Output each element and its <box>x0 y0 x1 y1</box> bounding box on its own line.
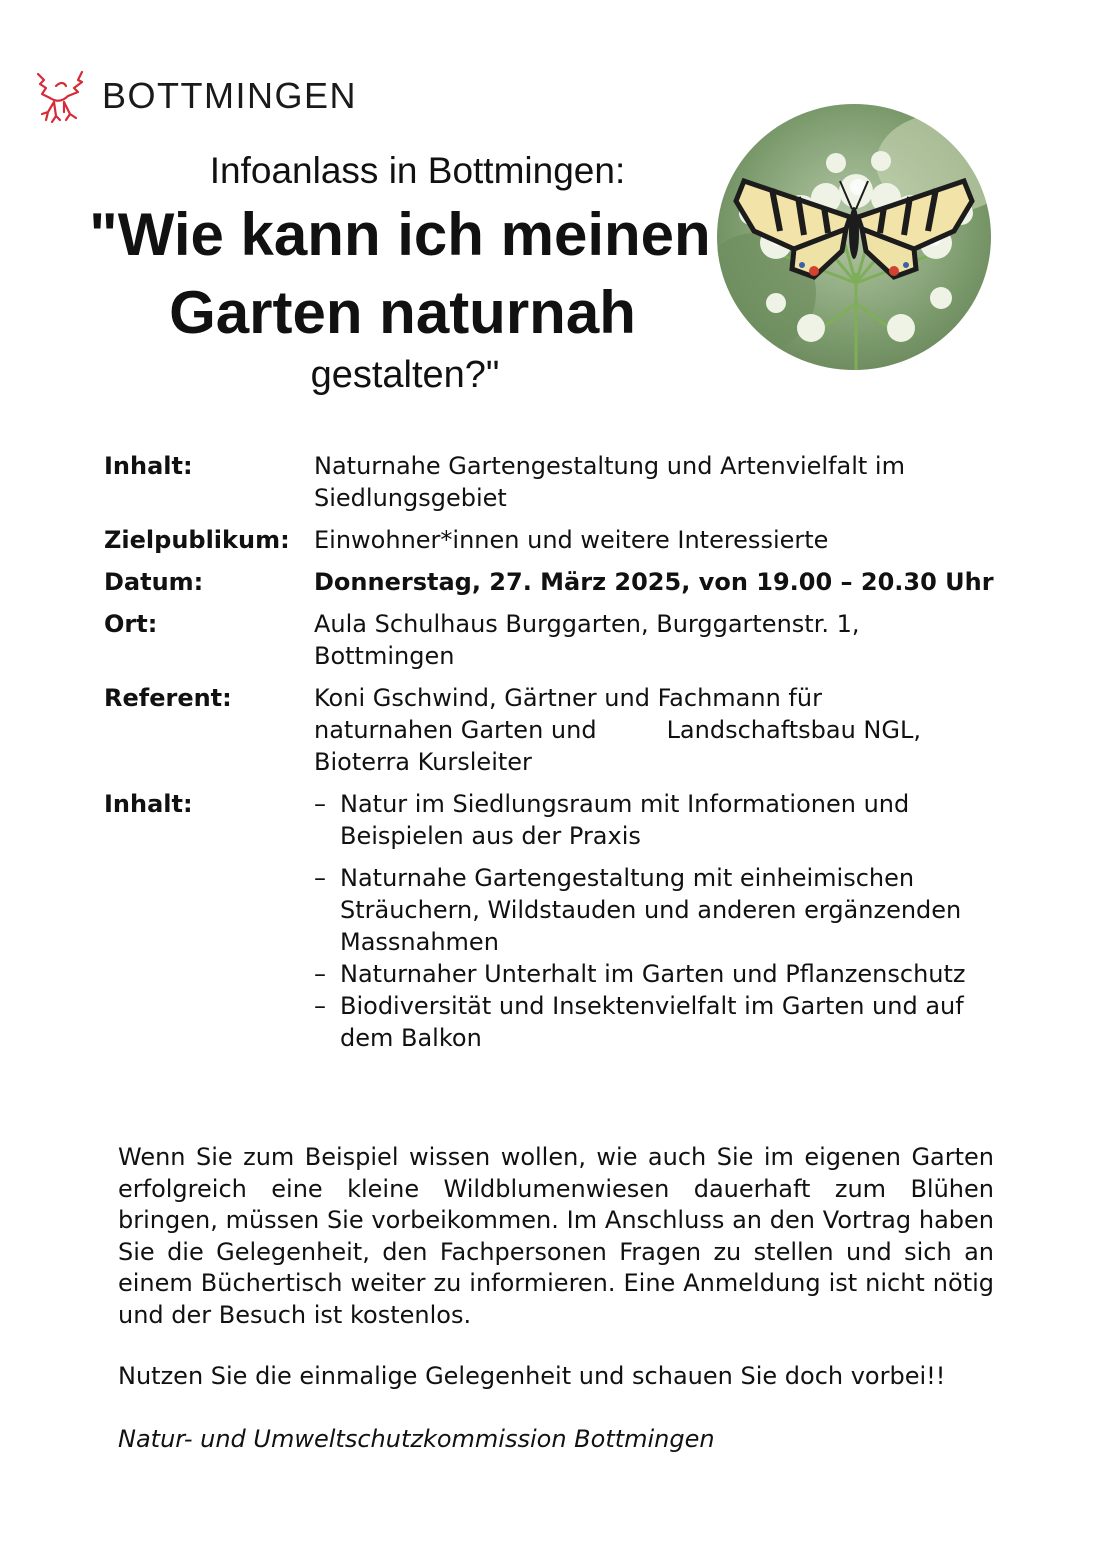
title-line-2: Garten naturnah <box>169 279 636 346</box>
description-paragraph: Wenn Sie zum Beispiel wissen wollen, wie auch Sie im eigenen Garten erfolgreich eine kleine Wildblumenwiesen dauerhaft zum Blühen bringen, müssen Sie vorbeikommen. Im Anschluss an den Vortrag haben Sie die Gelegenheit, den Fachpersonen Fragen zu stellen und sich an einem Büchertisch weiter zu informieren. Eine Anmeldung ist nicht nötig und der Besuch ist kostenlos. <box>118 1143 994 1329</box>
speaker-line-2b: Landschaftsbau NGL, <box>666 716 921 744</box>
detail-label: Referent: <box>104 684 232 712</box>
logo-text: BOTTMINGEN <box>102 75 357 116</box>
detail-row-audience <box>104 524 1004 556</box>
list-item: – Naturnaher Unterhalt im Garten und Pflanzenschutz <box>314 958 1004 990</box>
detail-label: Ort: <box>104 610 158 638</box>
detail-value: Donnerstag, 27. März 2025, von 19.00 – 20.30 Uhr <box>314 568 994 596</box>
signature: Natur- und Umweltschutzkommission Bottmingen <box>118 1425 715 1453</box>
detail-value: Aula Schulhaus Burggarten, Burggartenstr. 1, Bottmingen <box>314 610 860 670</box>
list-item: – Biodiversität und Insektenvielfalt im Garten und auf dem Balkon <box>314 990 1004 1054</box>
detail-label: Inhalt: <box>104 452 193 480</box>
detail-row-content <box>104 450 1004 514</box>
title-line-3: gestalten?" <box>310 354 500 396</box>
detail-label: Zielpublikum: <box>104 526 290 554</box>
butterfly-photo <box>716 103 992 371</box>
municipality-logo <box>34 68 357 124</box>
speaker-line-3: Bioterra Kursleiter <box>314 748 532 776</box>
detail-label: Datum: <box>104 568 204 596</box>
detail-row-date <box>104 566 1004 598</box>
page-title <box>40 196 760 352</box>
event-type: Infoanlass in Bottmingen: <box>209 150 626 191</box>
speaker-line-1: Koni Gschwind, Gärtner und Fachmann für <box>314 684 822 712</box>
detail-row-speaker <box>104 682 1004 778</box>
detail-value: Einwohner*innen und weitere Interessierte <box>314 526 829 554</box>
bottmingen-crest-icon <box>34 68 86 124</box>
topic-list <box>314 788 1004 1054</box>
detail-label: Inhalt: <box>104 790 193 818</box>
headline <box>40 150 760 397</box>
list-item: – Natur im Siedlungsraum mit Informationen und Beispielen aus der Praxis <box>314 788 1004 852</box>
detail-value <box>314 682 1004 778</box>
speaker-line-2a: naturnahen Garten und <box>314 716 597 744</box>
detail-row-topics <box>104 788 1004 1054</box>
detail-row-location <box>104 608 1004 672</box>
list-item: – Naturnahe Gartengestaltung mit einheimischen Sträuchern, Wildstauden und anderen ergänzenden Massnahmen <box>314 862 1004 958</box>
speaker-line-2 <box>314 714 1004 746</box>
call-to-action: Nutzen Sie die einmalige Gelegenheit und schauen Sie doch vorbei!! <box>118 1362 946 1390</box>
detail-value: Naturnahe Gartengestaltung und Artenvielfalt im Siedlungsgebiet <box>314 452 905 512</box>
title-line-1: "Wie kann ich meinen <box>89 201 711 268</box>
event-details <box>104 450 1004 1064</box>
